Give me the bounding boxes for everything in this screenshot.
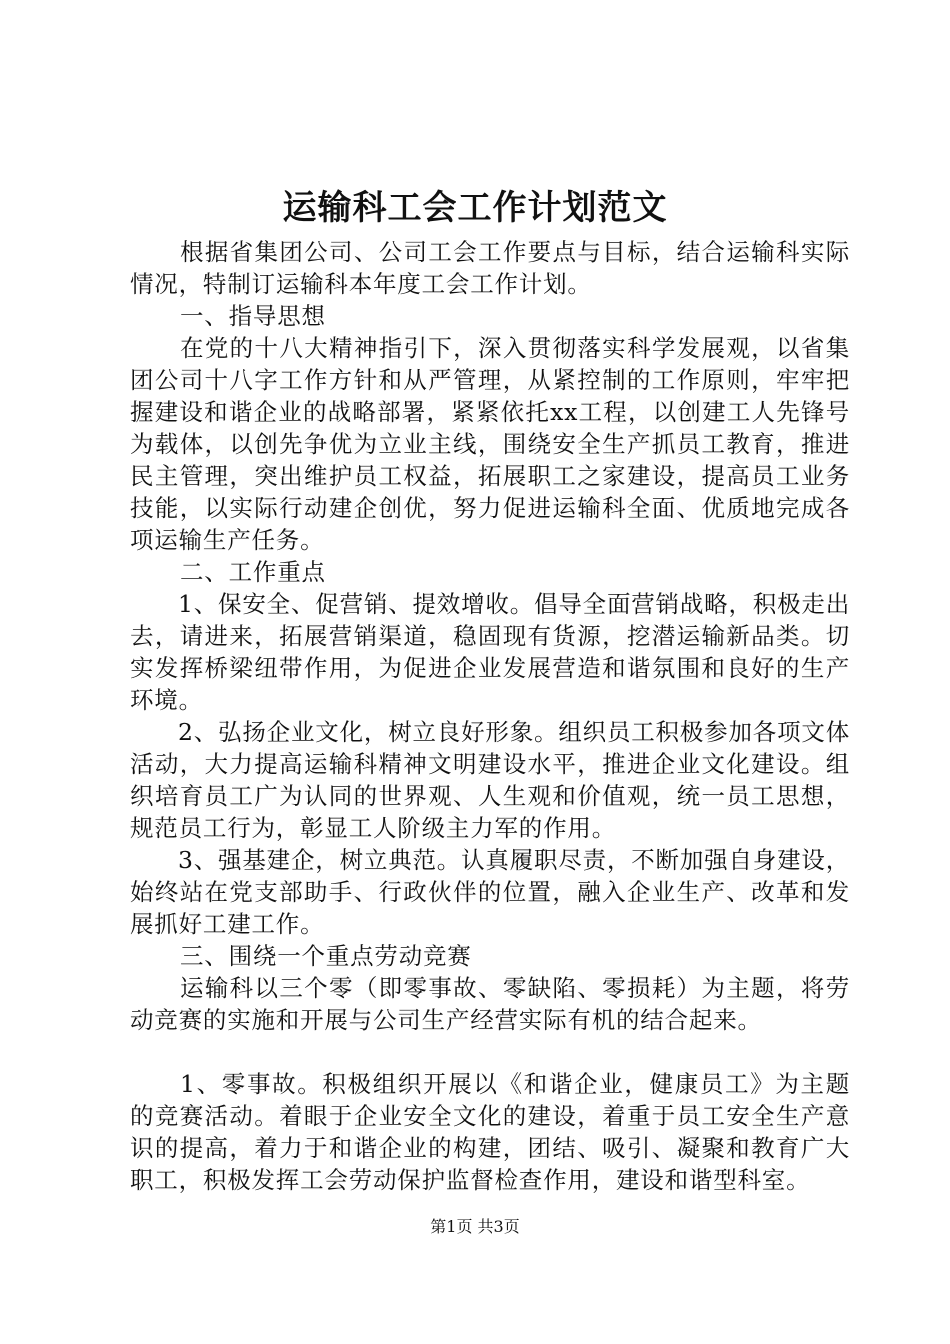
intro-paragraph: 根据省集团公司、公司工会工作要点与目标，结合运输科实际情况，特制订运输科本年度工会工作计划。 — [130, 238, 850, 298]
document-title: 运输科工会工作计划范文 — [282, 188, 668, 228]
page-footer: 第1页 共3页 — [430, 1217, 520, 1236]
document-body — [130, 236, 850, 1196]
work-focus-item-1: 1、保安全、促营销、提效增收。倡导全面营销战略，积极走出去，请进来，拓展营销渠道，稳固现有货源，挖潜运输新品类。切实发挥桥梁纽带作用，为促进企业发展营造和谐氛围和良好的生产环境。 — [130, 590, 850, 714]
labor-competition-intro: 运输科以三个零（即零事故、零缺陷、零损耗）为主题，将劳动竞赛的实施和开展与公司生产经营实际有机的结合起来。 — [130, 974, 850, 1034]
paragraph-gap — [130, 1036, 850, 1068]
work-focus-item-2: 2、弘扬企业文化，树立良好形象。组织员工积极参加各项文体活动，大力提高运输科精神文明建设水平，推进企业文化建设。组织培育员工广为认同的世界观、人生观和价值观，统一员工思想，规范员工行为，彰显工人阶级主力军的作用。 — [130, 718, 850, 842]
section-heading-work-focus: 二、工作重点 — [180, 558, 326, 586]
work-focus-item-3: 3、强基建企，树立典范。认真履职尽责，不断加强自身建设，始终站在党支部助手、行政伙伴的位置，融入企业生产、改革和发展抓好工建工作。 — [130, 846, 850, 938]
guiding-ideology-paragraph: 在党的十八大精神指引下，深入贯彻落实科学发展观，以省集团公司十八字工作方针和从严管理，从紧控制的工作原则，牢牢把握建设和谐企业的战略部署，紧紧依托xx工程，以创建工人先锋号为载体，以创先争优为立业主线，围绕安全生产抓员工教育，推进民主管理，突出维护员工权益，拓展职工之家建设，提高员工业务技能，以实际行动建企创优，努力促进运输科全面、优质地完成各项运输生产任务。 — [130, 334, 850, 554]
section-heading-guiding-ideology: 一、指导思想 — [180, 302, 326, 330]
section-heading-labor-competition: 三、围绕一个重点劳动竞赛 — [180, 942, 472, 970]
zero-accident-paragraph: 1、零事故。积极组织开展以《和谐企业，健康员工》为主题的竞赛活动。着眼于企业安全文化的建设，着重于员工安全生产意识的提高，着力于和谐企业的构建，团结、吸引、凝聚和教育广大职工，积极发挥工会劳动保护监督检查作用，建设和谐型科室。 — [130, 1070, 850, 1194]
